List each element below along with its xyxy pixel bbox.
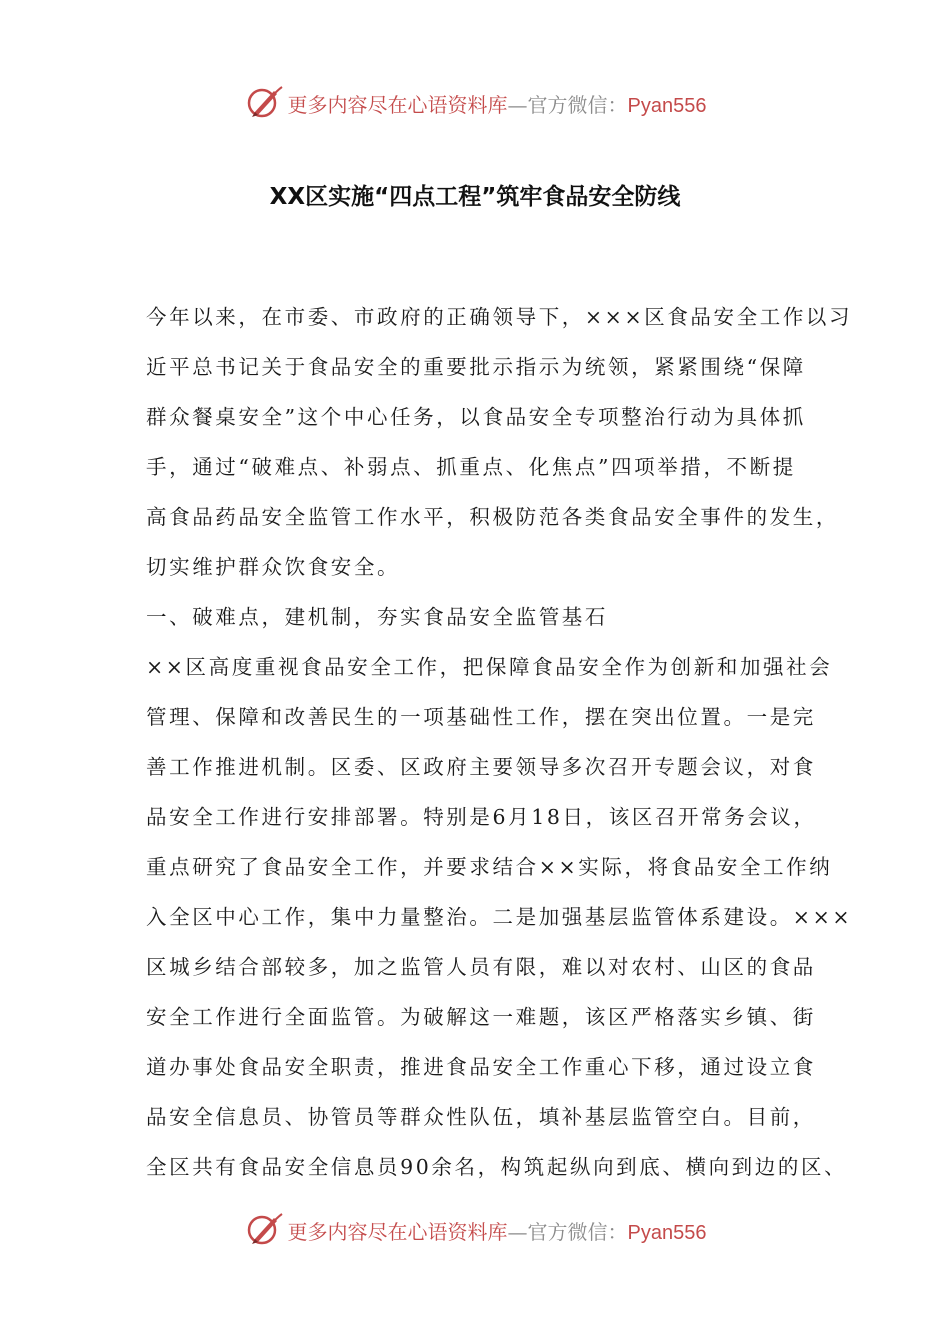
body-line: ××区高度重视食品安全工作，把保障食品安全作为创新和加强社会 <box>146 655 833 679</box>
body-line: 道办事处食品安全职责，推进食品安全工作重心下移，通过设立食 <box>146 1055 816 1079</box>
body-line: 群众餐桌安全”这个中心任务，以食品安全专项整治行动为具体抓 <box>146 405 806 429</box>
watermark-text: 更多内容尽在心语资料库—官方微信：Pyan556 <box>287 92 707 117</box>
body-line: 善工作推进机制。区委、区政府主要领导多次召开专题会议，对食 <box>146 755 816 779</box>
body-line: 近平总书记关于食品安全的重要批示指示为统领，紧紧围绕“保障 <box>146 355 806 379</box>
body-line: 区城乡结合部较多，加之监管人员有限，难以对农村、山区的食品 <box>146 955 816 979</box>
body-line: 管理、保障和改善民生的一项基础性工作，摆在突出位置。一是完 <box>146 705 816 729</box>
watermark-text: 更多内容尽在心语资料库—官方微信：Pyan556 <box>287 1219 707 1244</box>
body-line: 切实维护群众饮食安全。 <box>146 555 401 579</box>
document-title: XX区实施“四点工程”筑牢食品安全防线 <box>269 184 681 210</box>
body-line: 品安全工作进行安排部署。特别是6月18日，该区召开常务会议， <box>146 805 817 829</box>
body-line: 手，通过“破难点、补弱点、抓重点、化焦点”四项举措，不断提 <box>146 455 796 479</box>
body-line: 安全工作进行全面监管。为破解这一难题，该区严格落实乡镇、街 <box>146 1005 816 1029</box>
pen-logo-icon <box>244 83 284 123</box>
watermark-banner-top <box>0 78 950 128</box>
body-line: 重点研究了食品安全工作，并要求结合××实际，将食品安全工作纳 <box>146 855 833 879</box>
body-line: 入全区中心工作，集中力量整治。二是加强基层监管体系建设。××× <box>146 905 853 929</box>
body-line: 品安全信息员、协管员等群众性队伍，填补基层监管空白。目前， <box>146 1105 816 1129</box>
body-line: 今年以来，在市委、市政府的正确领导下，×××区食品安全工作以习 <box>146 305 853 329</box>
section-heading: 一、破难点，建机制，夯实食品安全监管基石 <box>146 605 608 629</box>
document-body <box>146 292 853 1192</box>
watermark-banner-bottom <box>0 1205 950 1255</box>
body-line: 高食品药品安全监管工作水平，积极防范各类食品安全事件的发生， <box>146 505 839 529</box>
pen-logo-icon <box>244 1210 284 1250</box>
body-line: 全区共有食品安全信息员90余名，构筑起纵向到底、横向到边的区、 <box>146 1155 848 1179</box>
